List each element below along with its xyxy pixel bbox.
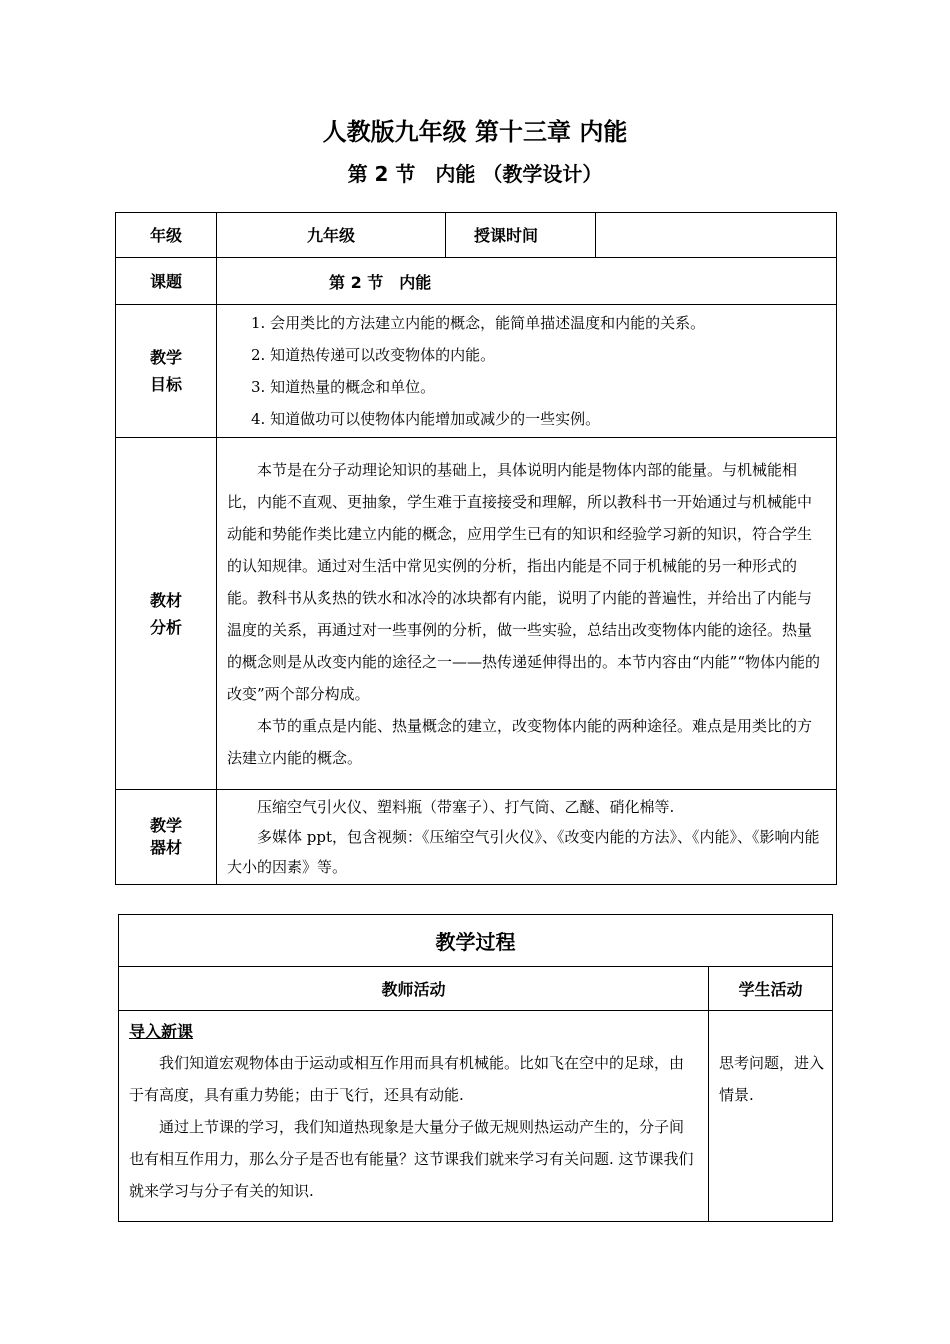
teacher-paragraph: 通过上节课的学习，我们知道热现象是大量分子做无规则热运动产生的，分子间也有相互作用力，那么分子是否也有能量？这节课我们就来学习有关问题. 这节课我们就来学习与分子有关的知识.: [129, 1118, 694, 1200]
process-table: [118, 914, 833, 1222]
teacher-text: [129, 1047, 698, 1207]
materials-paragraph: 压缩空气引火仪、塑料瓶（带塞子）、打气筒、乙醚、硝化棉等.: [257, 798, 675, 816]
document-subtitle: 第 2 节 内能 （教学设计）: [347, 162, 603, 186]
student-activity-header: 学生活动: [709, 967, 833, 1011]
goal-item: 2. 知道热传递可以改变物体的内能。: [251, 346, 496, 364]
section-title: 导入新课: [129, 1022, 194, 1041]
student-activity-text: 思考问题，进入情景.: [709, 1011, 833, 1222]
goal-item: 3. 知道热量的概念和单位。: [251, 378, 436, 396]
document-title: 人教版九年级 第十三章 内能: [322, 118, 628, 146]
process-title: 教学过程: [119, 915, 833, 967]
goal-item: 4. 知道做功可以使物体内能增加或减少的一些实例。: [251, 410, 601, 428]
time-value: [596, 213, 837, 258]
time-label: 授课时间: [446, 213, 596, 258]
goals-label: 教学目标: [116, 305, 217, 438]
teacher-activity-cell: [119, 1011, 709, 1222]
grade-label: 年级: [116, 213, 217, 258]
teacher-activity-header: 教师活动: [119, 967, 709, 1011]
topic-value: 第 2 节 内能: [217, 258, 837, 305]
analysis-text: [217, 438, 837, 790]
materials-text: [217, 790, 837, 885]
topic-label: 课题: [116, 258, 217, 305]
teacher-paragraph: 我们知道宏观物体由于运动或相互作用而具有机械能。比如飞在空中的足球，由于有高度，具有重力势能；由于飞行，还具有动能.: [129, 1054, 685, 1104]
goal-item: 1. 会用类比的方法建立内能的概念，能简单描述温度和内能的关系。: [251, 314, 706, 332]
materials-paragraph: 多媒体 ppt，包含视频：《压缩空气引火仪》、《改变内能的方法》、《内能》、《影响内能大小的因素》等。: [227, 828, 820, 876]
analysis-paragraph: 本节的重点是内能、热量概念的建立，改变物体内能的两种途径。难点是用类比的方法建立内能的概念。: [227, 716, 813, 767]
analysis-label: 教材分析: [116, 438, 217, 790]
info-table: [115, 212, 837, 885]
analysis-paragraph: 本节是在分子动理论知识的基础上，具体说明内能是物体内部的能量。与机械能相比，内能不直观、更抽象，学生难于直接接受和理解，所以教科书一开始通过与机械能中动能和势能作类比建立内能的概念，应用学生已有的知识和经验学习新的知识，符合学生的认知规律。通过对生活中常见实例的分析，指出内能是不同于机械能的另一种形式的能。教科书从炙热的铁水和冰冷的冰块都有内能，说明了内能的普遍性，并给出了内能与温度的关系，再通过对一些事例的分析，做一些实验，总结出改变物体内能的途径。热量的概念则是从改变内能的途径之一——热传递延伸得出的。本节内容由“内能”“物体内能的改变”两个部分构成。: [227, 460, 821, 703]
goals-list: [217, 305, 837, 438]
materials-label: 教学器材: [116, 790, 217, 885]
grade-value: 九年级: [217, 213, 446, 258]
